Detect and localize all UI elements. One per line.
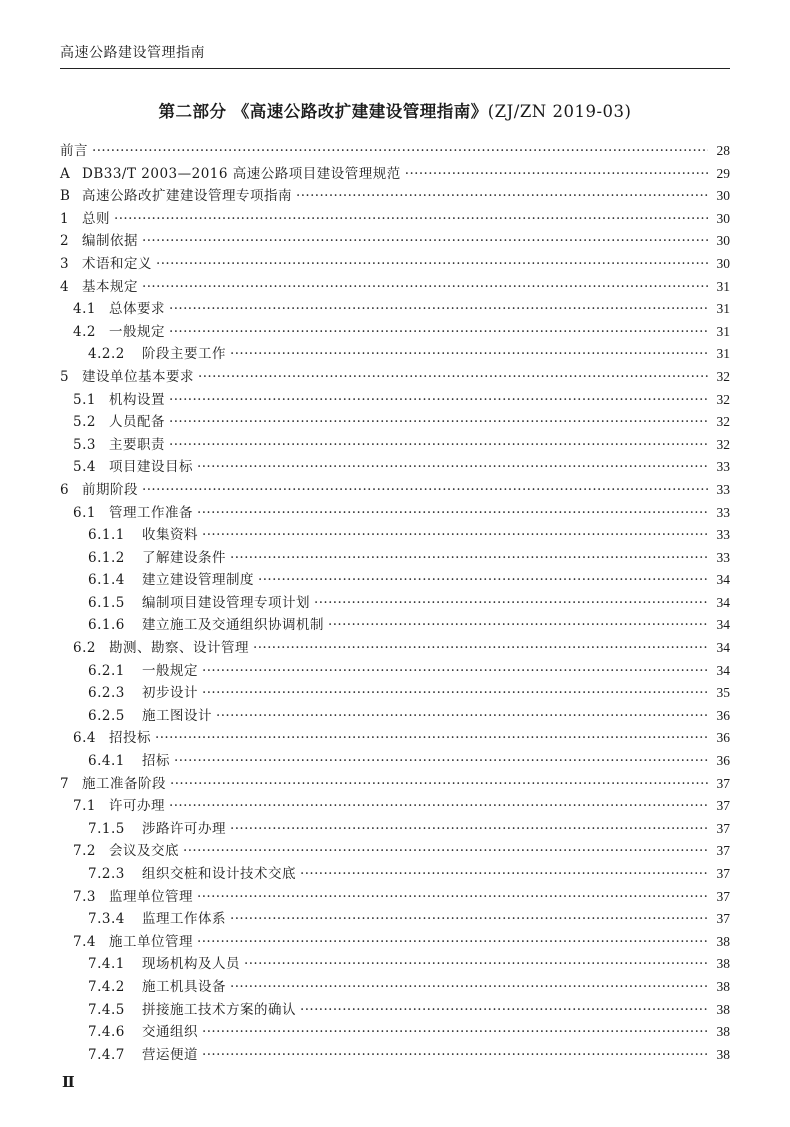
toc-entry-page: 37 [716,843,730,859]
toc-leader-dots [174,753,708,769]
toc-entry-number: 7.4.6 [88,1024,125,1041]
toc-entry[interactable] [60,1020,730,1043]
toc-entry-number: 7.4.2 [88,978,125,995]
toc-entry-title: 主要职责 [109,436,165,453]
toc-entry-page: 32 [716,414,730,430]
toc-entry-title: 施工单位管理 [109,933,193,950]
toc-leader-dots [142,279,708,295]
toc-entry-title: 一般规定 [109,323,165,340]
toc-leader-dots [230,821,708,837]
toc-entry-number: 6.4.1 [88,753,125,770]
toc-entry[interactable] [60,297,730,320]
toc-entry[interactable] [60,772,730,795]
toc-leader-dots [198,369,708,385]
toc-entry-page: 31 [716,346,730,362]
toc-entry[interactable] [60,229,730,252]
toc-entry-number: 7.3.4 [88,911,125,928]
toc-entry-number: 6 [60,481,70,498]
section-title-main: 第二部分 《高速公路改扩建建设管理指南》 [158,102,488,121]
toc-entry-title: 基本规定 [82,278,138,295]
toc-entry-title: 监理工作体系 [142,911,226,928]
toc-entry-page: 33 [716,527,730,543]
toc-entry-number: 7.4.7 [88,1046,125,1063]
toc-entry-title: 机构设置 [109,391,165,408]
toc-entry[interactable] [60,998,730,1021]
section-title-code: (ZJ/ZN 2019-03) [487,102,632,121]
toc-entry-number: 6.1.5 [88,594,125,611]
toc-entry-title: 术语和定义 [82,255,152,272]
toc-leader-dots [156,256,708,272]
page-folio: Ⅱ [62,1073,75,1091]
toc-entry-title: 阶段主要工作 [142,346,226,363]
toc-entry-title: 了解建设条件 [142,549,226,566]
toc-entry-page: 31 [716,301,730,317]
toc-leader-dots [230,550,708,566]
toc-entry[interactable] [60,591,730,614]
toc-entry-title: 管理工作准备 [109,504,193,521]
toc-entry-title: 收集资料 [142,527,198,544]
toc-entry-number: 7.1 [73,798,96,815]
toc-leader-dots [202,1024,708,1040]
toc-entry-title: 组织交桩和设计技术交底 [142,866,296,882]
toc-entry[interactable] [60,410,730,433]
toc-entry-title: 建立施工及交通组织协调机制 [142,617,324,634]
toc-entry-page: 38 [716,1001,730,1017]
toc-entry-number: 7.4.5 [88,1001,125,1018]
toc-entry-number: 7.4 [73,933,96,950]
toc-entry-number: 3 [60,255,70,272]
toc-entry-title: 高速公路改扩建建设管理专项指南 [82,188,292,205]
toc-entry-title: DB33/T 2003—2016 高速公路项目建设管理规范 [82,165,401,182]
toc-entry-title: 招标 [142,753,170,770]
toc-entry-number: 5.2 [73,414,96,431]
toc-entry-number: 7.3 [73,888,96,905]
toc-entry-page: 34 [716,572,730,588]
toc-entry-title: 监理单位管理 [109,888,193,905]
toc-entry-number: 4.2.2 [88,346,125,363]
toc-entry[interactable] [60,365,730,388]
toc-entry-number: 6.2 [73,640,96,657]
toc-entry-number: 7.2 [73,843,96,860]
toc-leader-dots [230,911,708,927]
toc-entry-number: 7.1.5 [88,820,125,837]
toc-entry-number: 1 [60,210,70,227]
toc-entry-page: 33 [716,481,730,497]
toc-leader-dots [197,505,708,521]
toc-entry-page: 34 [716,594,730,610]
toc-entry-number: 7.4.1 [88,956,125,973]
toc-entry-page: 38 [716,1024,730,1040]
toc-entry[interactable] [60,433,730,456]
toc-entry[interactable] [60,613,730,636]
toc-leader-dots [300,1002,708,1018]
toc-entry[interactable] [60,139,730,162]
toc-entry-page: 31 [716,278,730,294]
toc-entry-page: 28 [716,143,730,158]
toc-entry-number: 5.3 [73,436,96,453]
toc-entry[interactable] [60,636,730,659]
toc-entry[interactable] [60,862,730,885]
toc-entry[interactable] [60,455,730,478]
toc-entry-title: 施工机具设备 [142,978,226,995]
toc-entry-title: 施工图设计 [142,707,212,724]
toc-leader-dots [405,166,708,182]
toc-entry-page: 30 [716,255,730,271]
toc-entry[interactable] [60,501,730,524]
toc-entry-page: 32 [716,436,730,452]
toc-leader-dots [169,437,708,453]
toc-leader-dots [155,730,708,746]
toc-entry-page: 29 [716,165,730,181]
toc-entry-title: 前言 [60,143,88,159]
toc-leader-dots [202,685,708,701]
toc-entry[interactable] [60,207,730,230]
toc-entry[interactable] [60,907,730,930]
toc-entry-page: 33 [716,504,730,520]
toc-leader-dots [197,934,708,950]
toc-entry-page: 37 [716,888,730,904]
toc-entry-title: 施工准备阶段 [82,775,166,792]
toc-entry-page: 34 [716,617,730,633]
toc-entry-title: 初步设计 [142,685,198,702]
toc-entry[interactable] [60,659,730,682]
toc-entry[interactable] [60,817,730,840]
toc-entry[interactable] [60,681,730,704]
toc-entry-page: 37 [716,866,730,881]
toc-leader-dots [183,843,708,859]
toc-leader-dots [253,640,708,656]
toc-entry-number: 6.1.2 [88,549,125,566]
toc-leader-dots [296,188,708,204]
toc-entry-page: 38 [716,956,730,972]
toc-entry[interactable] [60,885,730,908]
toc-leader-dots [202,1047,708,1063]
toc-leader-dots [230,346,708,362]
table-of-contents [60,139,730,1065]
toc-entry-page: 34 [716,662,730,678]
toc-entry-page: 31 [716,323,730,339]
toc-leader-dots [169,798,708,814]
toc-entry-number: 2 [60,233,70,250]
toc-leader-dots [314,595,708,611]
toc-entry-page: 37 [716,820,730,836]
toc-entry[interactable] [60,726,730,749]
toc-entry[interactable] [60,704,730,727]
toc-entry-title: 拼接施工技术方案的确认 [142,1001,296,1018]
toc-leader-dots [258,572,708,588]
toc-leader-dots [142,482,708,498]
toc-entry-title: 交通组织 [142,1024,198,1041]
toc-leader-dots [197,889,708,905]
toc-entry-page: 35 [716,685,730,701]
toc-entry-number: 4.2 [73,323,96,340]
toc-entry-title: 营运便道 [142,1046,198,1063]
toc-entry-title: 人员配备 [109,414,165,431]
toc-entry-number: B [60,188,71,205]
toc-entry-page: 38 [716,933,730,949]
toc-entry-number: 6.4 [73,730,96,747]
toc-leader-dots [300,866,708,882]
toc-entry-number: 6.1.6 [88,617,125,634]
toc-entry-number: 5.1 [73,391,96,408]
toc-leader-dots [244,956,708,972]
toc-entry[interactable] [60,749,730,772]
toc-entry-page: 38 [716,1046,730,1062]
toc-entry-title: 总则 [82,210,110,227]
toc-entry-number: 6.2.3 [88,685,125,702]
toc-entry-page: 32 [716,391,730,407]
toc-entry-title: 编制依据 [82,233,138,250]
toc-entry-page: 37 [716,798,730,814]
running-header: 高速公路建设管理指南 [60,45,205,61]
toc-entry-page: 36 [716,707,730,723]
toc-entry-title: 建立建设管理制度 [142,572,254,589]
toc-entry-number: 6.2.5 [88,707,125,724]
toc-entry-page: 36 [716,753,730,769]
toc-entry-page: 33 [716,459,730,475]
toc-entry[interactable] [60,1043,730,1066]
toc-entry-page: 30 [716,188,730,204]
toc-entry-number: 6.2.1 [88,662,125,679]
toc-leader-dots [170,776,708,792]
toc-entry[interactable] [60,184,730,207]
toc-entry-number: 7.2.3 [88,866,125,882]
toc-leader-dots [169,324,708,340]
toc-entry[interactable] [60,839,730,862]
toc-entry[interactable] [60,523,730,546]
toc-entry-page: 33 [716,549,730,565]
toc-entry-title: 编制项目建设管理专项计划 [142,594,310,611]
toc-leader-dots [169,392,708,408]
toc-entry[interactable] [60,162,730,185]
toc-leader-dots [114,211,708,227]
toc-entry[interactable] [60,930,730,953]
toc-entry-page: 37 [716,775,730,791]
toc-entry-title: 总体要求 [109,301,165,318]
toc-entry-title: 前期阶段 [82,481,138,498]
toc-leader-dots [92,143,708,159]
toc-entry-page: 38 [716,978,730,994]
header-rule [60,68,730,69]
toc-entry[interactable] [60,794,730,817]
toc-entry[interactable] [60,252,730,275]
toc-entry-page: 34 [716,640,730,656]
toc-entry[interactable] [60,342,730,365]
toc-leader-dots [230,979,708,995]
toc-entry-title: 涉路许可办理 [142,820,226,837]
toc-leader-dots [328,617,708,633]
toc-entry-title: 现场机构及人员 [142,956,240,973]
toc-leader-dots [202,663,708,679]
toc-entry-page: 30 [716,210,730,226]
toc-entry-page: 32 [716,368,730,384]
toc-entry-page: 36 [716,730,730,746]
toc-entry-number: 6.1 [73,504,96,521]
toc-entry-number: A [60,165,71,182]
section-title [0,98,790,122]
toc-leader-dots [169,301,708,317]
toc-entry-number: 4.1 [73,301,96,318]
toc-entry-title: 招投标 [109,730,151,747]
toc-leader-dots [197,459,708,475]
toc-entry-title: 勘测、勘察、设计管理 [109,640,249,657]
toc-entry-number: 6.1.1 [88,527,125,544]
toc-entry[interactable] [60,568,730,591]
toc-leader-dots [169,414,708,430]
toc-entry-number: 6.1.4 [88,572,125,589]
toc-entry-title: 会议及交底 [109,843,179,860]
toc-entry[interactable] [60,320,730,343]
toc-entry[interactable] [60,275,730,298]
toc-entry[interactable] [60,952,730,975]
toc-entry[interactable] [60,975,730,998]
toc-entry-title: 许可办理 [109,798,165,815]
toc-entry-number: 5.4 [73,459,96,476]
toc-entry[interactable] [60,388,730,411]
toc-entry-title: 一般规定 [142,662,198,679]
toc-entry[interactable] [60,478,730,501]
toc-entry-page: 30 [716,233,730,249]
toc-leader-dots [216,708,708,724]
toc-entry-page: 37 [716,911,730,927]
toc-entry[interactable] [60,546,730,569]
toc-leader-dots [202,527,708,543]
toc-leader-dots [142,233,708,249]
toc-entry-number: 5 [60,368,70,385]
toc-entry-number: 7 [60,775,70,792]
toc-entry-title: 建设单位基本要求 [82,368,194,385]
toc-entry-title: 项目建设目标 [109,459,193,476]
toc-entry-number: 4 [60,278,70,295]
